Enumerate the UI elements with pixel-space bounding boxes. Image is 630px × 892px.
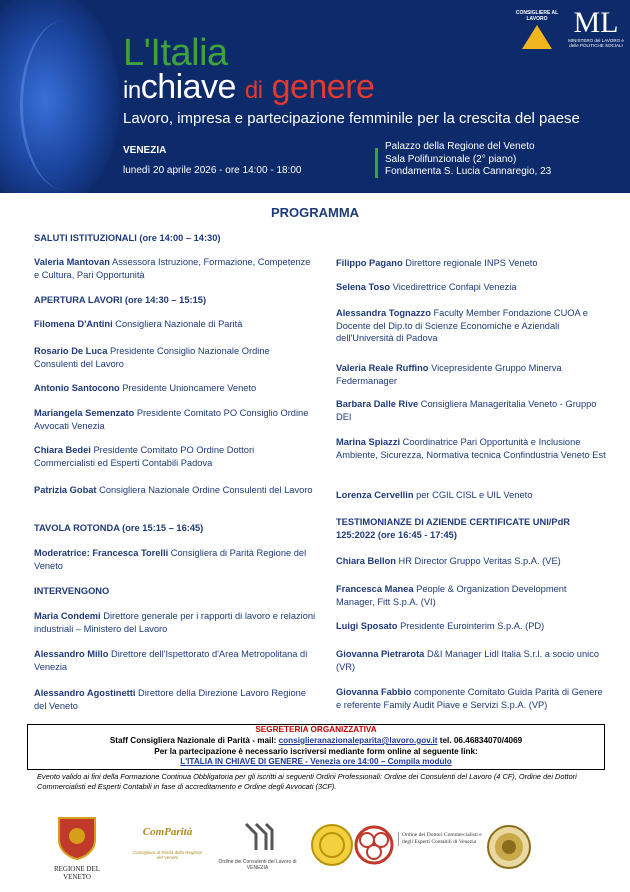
speaker-name: Antonio Santocono <box>34 383 120 393</box>
speaker-entry <box>34 407 316 432</box>
speaker-name: Francesca Manea <box>336 584 414 594</box>
ordine-commercialisti-logo: Ordine dei Dottori Commercialisti e degli Esperti Contabili di Venezia <box>308 822 488 870</box>
gold-seal-icon <box>308 822 356 868</box>
speaker-name: Moderatrice: Francesca Torelli <box>34 548 169 558</box>
training-credits-note: Evento valido ai fini della Formazione Continua Obbligatoria per gli iscritti ai seguenti Ordini Professionali: Ordine dei Consulenti del Lavoro (4 CF), Ordine dei Dottori Commercialisti ed Esperti Contabili in fase di accreditamento e Ordine degli Avvocati (3CF). <box>37 772 577 791</box>
speaker-entry <box>336 620 606 633</box>
speaker-entry <box>336 307 606 345</box>
speaker-entry <box>34 318 316 331</box>
speaker-name: Maria Condemi <box>34 611 101 621</box>
speaker-role: per CGIL CISL e UIL Veneto <box>416 490 533 500</box>
speaker-entry <box>34 345 316 370</box>
speaker-role: Presidente Comitato PO Consiglio Ordine Avvocati Venezia <box>34 408 309 431</box>
speaker-name: Chiara Bellon <box>336 556 396 566</box>
ordine-cdl-emblem-icon <box>240 820 276 854</box>
program-right-column <box>336 257 606 722</box>
event-banner <box>0 0 630 193</box>
speaker-role: Assessora Istruzione, Formazione, Competenze e Cultura, Pari Opportunità <box>34 257 311 280</box>
segreteria-registration-note: Per la partecipazione è necessario iscriversi mediante form online al seguente link: <box>154 746 478 756</box>
speaker-entry <box>34 648 316 673</box>
speaker-role: Consigliera di Parità Regione del Veneto <box>34 548 307 571</box>
speaker-name: Valeria Reale Ruffino <box>336 363 429 373</box>
avvocati-seal-logo <box>486 824 532 875</box>
speaker-entry <box>336 648 606 673</box>
speaker-name: Luigi Sposato <box>336 621 398 631</box>
event-date: lunedì 20 aprile 2026 - ore 14:00 - 18:00 <box>123 165 302 176</box>
speaker-role: Presidente Unioncamere Veneto <box>122 383 257 393</box>
speaker-role: Vicepresidente Gruppo Minerva Federmanager <box>336 363 562 386</box>
speaker-entry <box>336 583 606 608</box>
speaker-name: Selena Toso <box>336 282 391 292</box>
speaker-role: Direttore della Direzione Lavoro Regione del Veneto <box>34 688 306 711</box>
event-venue: Palazzo della Regione del Veneto Sala Polifunzionale (2° piano) Fondamenta S. Lucia Cannaregio, 23 <box>385 141 552 177</box>
speaker-role: Coordinatrice Pari Opportunità e Inclusione Ambiente, Sicurezza, Normativa tecnica Confindustria Veneto Est <box>336 437 606 460</box>
speaker-role: Direttore regionale INPS Veneto <box>405 258 538 268</box>
segreteria-contact: Staff Consigliera Nazionale di Parità - mail: consiglieranazionaleparita@lavoro.gov.it tel. 06.46834070/4069 <box>109 735 523 745</box>
speaker-entry <box>34 687 316 712</box>
speaker-name: Rosario De Luca <box>34 346 108 356</box>
section-heading: TAVOLA ROTONDA (ore 15:15 – 16:45) <box>34 523 204 533</box>
speaker-entry <box>336 362 606 387</box>
segreteria-heading: SEGRETERIA ORGANIZZATIVA <box>255 725 377 734</box>
speaker-role: Faculty Member Fondazione CUOA e Docente del Dip.to di Scienze Economiche e Aziendali dell'Università di Padova <box>336 308 588 343</box>
speaker-entry <box>336 555 606 568</box>
comparita-logo: ComParità Consigliera di Parità della Regione del Veneto <box>132 826 203 860</box>
speaker-name: Filomena D'Antini <box>34 319 113 329</box>
regione-veneto-logo: REGIONE DEL VENETO <box>42 816 112 881</box>
speaker-entry <box>336 436 606 461</box>
ministry-logo: ML MINISTERO del LAVORO e delle POLITICHE SOCIALI <box>568 6 624 48</box>
speaker-role: HR Director Gruppo Veritas S.p.A. (VE) <box>398 556 561 566</box>
registration-link[interactable]: L'ITALIA IN CHIAVE DI GENERE - Venezia ore 14:00 – Compila modulo <box>180 757 452 767</box>
speaker-name: Alessandro Agostinetti <box>34 688 136 698</box>
section-heading: INTERVENGONO <box>34 586 110 596</box>
banner-title-line2: inchiave di genere <box>123 68 375 106</box>
speaker-name: Valeria Mantovan <box>34 257 110 267</box>
speaker-name: Marina Spiazzi <box>336 437 401 447</box>
event-city: VENEZIA <box>123 145 167 156</box>
speaker-name: Chiara Bedei <box>34 445 91 455</box>
lion-crest-icon <box>57 816 97 860</box>
speaker-role: People & Organization Development Manager, Fitt S.p.A. (VI) <box>336 584 567 607</box>
program-left-column <box>34 232 319 722</box>
speaker-role: Consigliera Nazionale di Parità <box>115 319 243 329</box>
speaker-entry <box>34 382 316 395</box>
segreteria-box <box>27 724 605 770</box>
speaker-name: Filippo Pagano <box>336 258 403 268</box>
speaker-entry <box>336 686 606 711</box>
consigliere-logo: CONSIGLIERE AL LAVORO <box>512 10 562 49</box>
speaker-entry <box>336 257 606 270</box>
speaker-entry <box>336 398 606 423</box>
speaker-name: Patrizia Gobat <box>34 485 97 495</box>
programma-title: PROGRAMMA <box>270 205 360 220</box>
speaker-role: Presidente Comitato PO Ordine Dottori Commercialisti ed Esperti Contabili Padova <box>34 445 255 468</box>
face-profile-graphic <box>20 20 110 190</box>
speaker-entry <box>34 444 316 469</box>
email-link[interactable]: consiglieranazionaleparita@lavoro.gov.it <box>278 735 438 745</box>
speaker-name: Alessandra Tognazzo <box>336 308 431 318</box>
speaker-role: Presidente Consiglio Nazionale Ordine Consulenti del Lavoro <box>34 346 270 369</box>
section-heading: APERTURA LAVORI (ore 14:30 – 15:15) <box>34 295 207 305</box>
speaker-name: Lorenza Cervellin <box>336 490 414 500</box>
speaker-role: Vicedirettrice Confapi Venezia <box>392 282 517 292</box>
speaker-name: Alessandro Millo <box>34 649 109 659</box>
speaker-entry <box>336 489 606 502</box>
speaker-entry <box>34 484 316 497</box>
avvocati-seal-icon <box>486 824 532 870</box>
warning-triangle-icon <box>522 25 552 49</box>
speaker-name: Barbara Dalle Rive <box>336 399 419 409</box>
speaker-role: Presidente Eurointerim S.p.A. (PD) <box>400 621 545 631</box>
speaker-name: Giovanna Pietrarota <box>336 649 425 659</box>
section-heading: TESTIMONIANZE DI AZIENDE CERTIFICATE UNI/PdR 125:2022 (ore 16:45 - 17:45) <box>336 517 570 540</box>
speaker-name: Mariangela Semenzato <box>34 408 135 418</box>
speaker-entry <box>336 281 606 294</box>
venue-divider <box>375 148 378 178</box>
speaker-role: Direttore generale per i rapporti di lavoro e relazioni industriali – Ministero del Lavoro <box>34 611 316 634</box>
speaker-role: Consigliera Nazionale Ordine Consulenti del Lavoro <box>99 485 313 495</box>
speaker-entry <box>34 256 316 281</box>
banner-subtitle: Lavoro, impresa e partecipazione femminile per la crescita del paese <box>123 110 580 127</box>
speaker-name: Giovanna Fabbio <box>336 687 412 697</box>
speaker-role: D&I Manager Lidl Italia S.r.l. a socio unico (VR) <box>336 649 600 672</box>
red-knot-icon <box>352 822 396 868</box>
speaker-entry <box>34 547 316 572</box>
speaker-entry <box>34 610 316 635</box>
banner-title-line1: L'Italia <box>123 32 228 74</box>
speaker-role: Direttore dell'Ispettorato d'Area Metropolitana di Venezia <box>34 649 308 672</box>
section-heading: SALUTI ISTITUZIONALI (ore 14:00 – 14:30) <box>34 233 221 243</box>
speaker-role: componente Comitato Guida Parità di Genere e referente Family Audit Piave e Servizi S.p.A. (VP) <box>336 687 603 710</box>
speaker-role: Consigliera Manageritalia Veneto - Gruppo DEI <box>336 399 597 422</box>
ordine-consulenti-logo: Ordine dei Consulenti del Lavoro di VENEZIA <box>215 820 300 871</box>
